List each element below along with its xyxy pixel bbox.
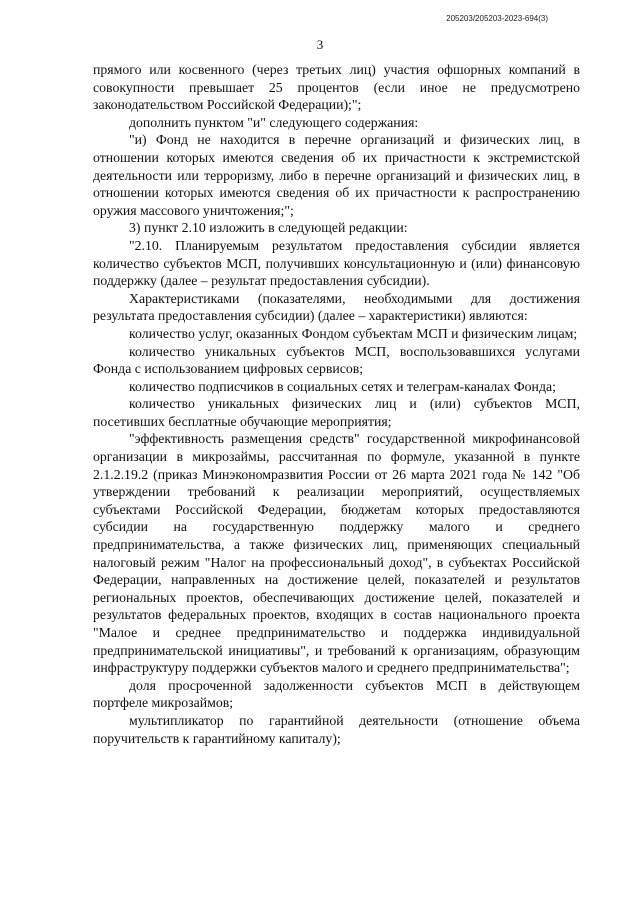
- paragraph: "и) Фонд не находится в перечне организаций и физических лиц, в отношении которых имеются сведения об их причастности к экстремистской деятельности или терроризму, либо в перечне организаций и физических лиц, в отношении которых имеются сведения об их причастности к распространению оружия массового уничтожения;";: [93, 132, 580, 218]
- paragraph: доля просроченной задолженности субъектов МСП в действующем портфеле микрозаймов;: [93, 677, 580, 711]
- paragraph: дополнить пунктом "и" следующего содержания:: [129, 114, 419, 130]
- paragraph: количество услуг, оказанных Фондом субъектам МСП и физическим лицам;: [129, 325, 578, 341]
- paragraph: количество уникальных физических лиц и (или) субъектов МСП, посетивших бесплатные обучающие мероприятия;: [93, 396, 580, 429]
- paragraph: количество уникальных субъектов МСП, воспользовавшихся услугами Фонда с использованием цифровых сервисов;: [93, 343, 580, 377]
- document-code: 205203/205203-2023-694(3): [446, 14, 548, 23]
- paragraph: прямого или косвенного (через третьих лиц) участия офшорных компаний в совокупности превышает 25 процентов (если иное не предусмотрено законодательством Российской Федерации);";: [93, 62, 580, 113]
- paragraph: Характеристиками (показателями, необходимыми для достижения результата предоставления субсидии) (далее – характеристики) являются:: [93, 290, 580, 324]
- document-body: [93, 61, 580, 747]
- paragraph: "2.10. Планируемым результатом предоставления субсидии является количество субъектов МСП, получивших консультационную и (или) финансовую поддержку (далее – результат предоставления субсидии).: [93, 237, 580, 289]
- paragraph: "эффективность размещения средств" государственной микрофинансовой организации в микрозаймы, рассчитанная по формуле, указанной в пункте 2.1.2.19.2 (приказ Минэкономразвития России от 26 марта 2021 года № 142 "Об утверждении требований к реализации мероприятий, осуществляемых субъектами Российской Федерации, бюджетам которых предоставляются субсидии на государственную поддержку малого и среднего предпринимательства, а также физических лиц, применяющих специальный налоговый режим "Налог на профессиональный доход", в субъектах Российской Федерации, направленных на достижение целей, показателей и результатов региональных проектов, обеспечивающих достижение целей, показателей и результатов федеральных проектов, входящих в состав национального проекта "Малое и среднее предпринимательство и поддержка индивидуальной предпринимательской инициативы", и требований к организациям, образующим инфраструктуру поддержки субъектов малого и среднего предпринимательства";: [93, 431, 580, 676]
- page-number: 3: [316, 37, 324, 52]
- paragraph: мультипликатор по гарантийной деятельности (отношение объема поручительств к гарантийному капиталу);: [93, 712, 580, 746]
- paragraph: количество подписчиков в социальных сетях и телеграм-каналах Фонда;: [129, 378, 556, 394]
- paragraph: 3) пункт 2.10 изложить в следующей редакции:: [129, 220, 408, 236]
